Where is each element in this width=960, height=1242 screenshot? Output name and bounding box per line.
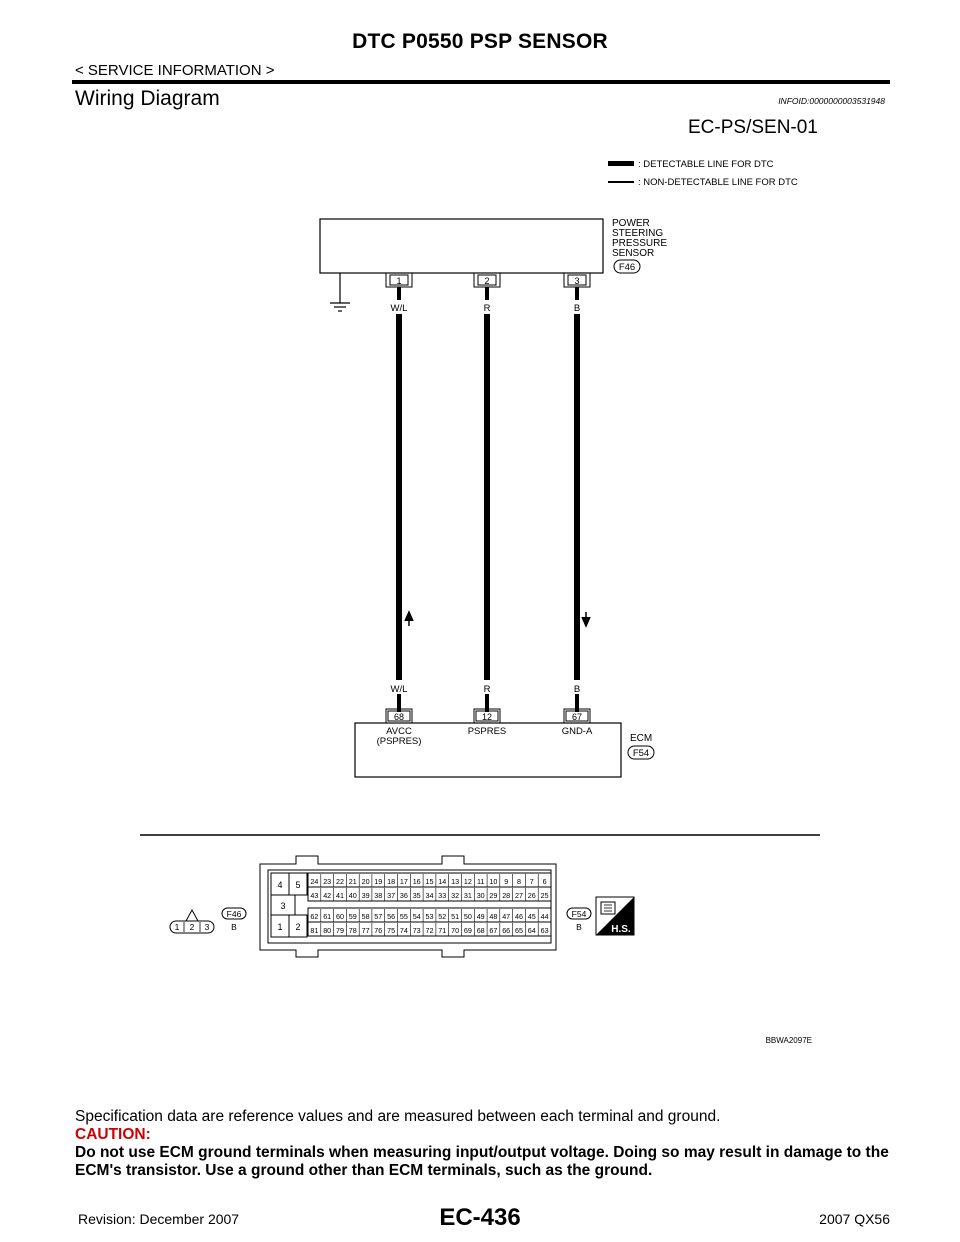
f54-pin-22: 22 xyxy=(336,877,344,886)
f54-pin-38: 38 xyxy=(374,891,383,900)
f54-pin-9: 9 xyxy=(504,877,509,886)
f54-pin-44: 44 xyxy=(540,912,549,921)
f54-pin-grid xyxy=(310,874,548,936)
f46-color: B xyxy=(231,922,237,932)
f54-pin-6: 6 xyxy=(542,877,547,886)
f54-pin-23: 23 xyxy=(323,877,332,886)
diagram-code: EC-PS/SEN-01 xyxy=(688,117,818,138)
f54-pin-75: 75 xyxy=(387,926,396,935)
f54-pin-45: 45 xyxy=(527,912,536,921)
sensor-name-line-1: POWER xyxy=(612,218,650,229)
caution-label: CAUTION: xyxy=(75,1126,151,1143)
f54-pin-74: 74 xyxy=(399,926,408,935)
f54-pin-59: 59 xyxy=(348,912,357,921)
legend-detectable-label: : DETECTABLE LINE FOR DTC xyxy=(638,159,774,170)
wire-top-label-b: B xyxy=(573,303,581,314)
sensor-name-line-4: SENSOR xyxy=(612,248,655,259)
ecm-terminal-avcc: AVCC xyxy=(386,726,412,737)
f54-pin-46: 46 xyxy=(515,912,523,921)
f54-pin-71: 71 xyxy=(438,926,447,935)
f54-pin-25: 25 xyxy=(540,891,549,900)
page-number: EC-436 xyxy=(439,1204,521,1231)
f54-pin-10: 10 xyxy=(489,877,498,886)
revision-date: Revision: December 2007 xyxy=(78,1211,240,1227)
sensor-name-line-2: STEERING xyxy=(612,228,664,239)
f54-pin-65: 65 xyxy=(515,926,523,935)
f54-pin-18: 18 xyxy=(387,877,396,886)
f54-pin-15: 15 xyxy=(425,877,434,886)
ecm-terminal-gnda: GND-A xyxy=(561,726,593,737)
f54-pin-73: 73 xyxy=(412,926,421,935)
f54-pin-63: 63 xyxy=(540,926,549,935)
f54-pin-68: 68 xyxy=(476,926,485,935)
f54-pin-32: 32 xyxy=(451,891,460,900)
f54-pin-62: 62 xyxy=(310,912,319,921)
ecm-pin-12: 12 xyxy=(481,712,493,722)
model-name: 2007 QX56 xyxy=(819,1211,890,1227)
f54-pin-26: 26 xyxy=(527,891,536,900)
f54-small-pin-3: 3 xyxy=(280,901,286,911)
f54-pin-58: 58 xyxy=(361,912,370,921)
f54-pin-56: 56 xyxy=(387,912,396,921)
f54-pin-78: 78 xyxy=(348,926,357,935)
f54-pin-7: 7 xyxy=(529,877,534,886)
f54-connector-view xyxy=(260,856,556,957)
wire-bottom-label-wl: W/L xyxy=(390,684,408,695)
f46-pin-3: 3 xyxy=(204,922,210,932)
hs-label: H.S. xyxy=(611,924,631,935)
legend-non-detectable-label: : NON-DETECTABLE LINE FOR DTC xyxy=(638,177,798,188)
f54-pin-31: 31 xyxy=(463,891,472,900)
f54-pin-64: 64 xyxy=(527,926,536,935)
f54-pin-36: 36 xyxy=(399,891,408,900)
wire-top-label-wl: W/L xyxy=(390,303,408,314)
section-title: Wiring Diagram xyxy=(75,87,220,110)
f54-pin-60: 60 xyxy=(336,912,344,921)
body-text xyxy=(75,1108,895,1180)
f54-pin-67: 67 xyxy=(489,926,498,935)
f46-pin-2: 2 xyxy=(189,922,195,932)
f54-pin-29: 29 xyxy=(489,891,498,900)
breadcrumb: < SERVICE INFORMATION > xyxy=(75,62,275,79)
info-id: INFOID:0000000003531948 xyxy=(778,96,885,106)
f54-small-pin-5: 5 xyxy=(295,880,301,890)
f54-pin-35: 35 xyxy=(412,891,421,900)
wire-top-label-r: R xyxy=(483,303,491,314)
f54-color: B xyxy=(576,922,582,932)
wire-bottom-label-b: B xyxy=(573,684,581,695)
sensor-name-line-3: PRESSURE xyxy=(612,238,668,249)
caution-text: Do not use ECM ground terminals when measuring input/output voltage. Doing so may result in damage to the ECM's transistor. Use a ground other than ECM terminals, such as the ground. xyxy=(75,1144,889,1179)
f54-pin-27: 27 xyxy=(515,891,523,900)
sensor-pin-1: 1 xyxy=(396,276,402,286)
f54-pin-34: 34 xyxy=(425,891,434,900)
f54-pin-40: 40 xyxy=(348,891,357,900)
f54-pin-51: 51 xyxy=(451,912,460,921)
sensor-box xyxy=(320,219,603,273)
f54-pin-55: 55 xyxy=(399,912,408,921)
ecm-terminal-avcc-sub: (PSPRES) xyxy=(376,736,422,747)
f54-pin-80: 80 xyxy=(323,926,332,935)
f54-pin-41: 41 xyxy=(336,891,344,900)
f54-pin-48: 48 xyxy=(489,912,498,921)
ecm-terminal-pspres: PSPRES xyxy=(467,726,507,737)
f54-pin-81: 81 xyxy=(310,926,319,935)
f54-small-pin-1: 1 xyxy=(277,922,283,932)
f54-pin-77: 77 xyxy=(361,926,370,935)
f54-pin-52: 52 xyxy=(438,912,447,921)
f54-pin-39: 39 xyxy=(361,891,370,900)
f54-pin-43: 43 xyxy=(310,891,319,900)
ecm-name: ECM xyxy=(630,733,653,744)
sensor-pin-3: 3 xyxy=(574,276,580,286)
legend-non-detectable-swatch xyxy=(608,181,634,183)
sensor-pin-2: 2 xyxy=(484,276,490,286)
f54-pin-79: 79 xyxy=(336,926,344,935)
f54-pin-69: 69 xyxy=(463,926,472,935)
f54-pin-50: 50 xyxy=(463,912,472,921)
f54-pin-76: 76 xyxy=(374,926,383,935)
f54-label: F54 xyxy=(571,909,587,919)
f54-pin-42: 42 xyxy=(323,891,332,900)
f54-pin-33: 33 xyxy=(438,891,447,900)
f54-small-pin-2: 2 xyxy=(295,922,301,932)
f54-pin-11: 11 xyxy=(476,877,485,886)
f54-pin-17: 17 xyxy=(399,877,408,886)
f46-pin-1: 1 xyxy=(174,922,180,932)
f54-pin-72: 72 xyxy=(425,926,434,935)
f54-pin-30: 30 xyxy=(476,891,485,900)
f54-pin-49: 49 xyxy=(476,912,485,921)
f54-pin-57: 57 xyxy=(374,912,383,921)
ecm-connector-label: F54 xyxy=(632,748,650,759)
arrow-up-icon xyxy=(405,612,413,626)
f54-pin-47: 47 xyxy=(502,912,511,921)
f54-pin-61: 61 xyxy=(323,912,332,921)
f54-pin-54: 54 xyxy=(412,912,421,921)
f54-pin-70: 70 xyxy=(451,926,460,935)
f54-small-pin-4: 4 xyxy=(277,880,283,890)
page-title: DTC P0550 PSP SENSOR xyxy=(352,30,608,53)
f54-pin-16: 16 xyxy=(412,877,421,886)
f54-pin-28: 28 xyxy=(502,891,511,900)
arrow-down-icon xyxy=(582,612,590,626)
f54-pin-20: 20 xyxy=(361,877,370,886)
wire-bottom-label-r: R xyxy=(483,684,491,695)
figure-id: BBWA2097E xyxy=(765,1036,812,1045)
ecm-pin-68: 68 xyxy=(393,712,405,722)
f54-pin-24: 24 xyxy=(310,877,319,886)
f46-label: F46 xyxy=(226,909,242,919)
f54-pin-21: 21 xyxy=(348,877,357,886)
legend-detectable-swatch xyxy=(608,161,634,166)
ecm-pin-67: 67 xyxy=(571,712,583,722)
f54-pin-53: 53 xyxy=(425,912,434,921)
f54-pin-14: 14 xyxy=(438,877,447,886)
f54-pin-12: 12 xyxy=(463,877,472,886)
f54-pin-37: 37 xyxy=(387,891,396,900)
f54-pin-8: 8 xyxy=(517,877,521,886)
sensor-connector-label: F46 xyxy=(618,262,636,273)
spec-note: Specification data are reference values and are measured between each terminal and ground. xyxy=(75,1108,721,1125)
f54-pin-19: 19 xyxy=(374,877,383,886)
f54-pin-66: 66 xyxy=(502,926,511,935)
f54-pin-13: 13 xyxy=(451,877,460,886)
